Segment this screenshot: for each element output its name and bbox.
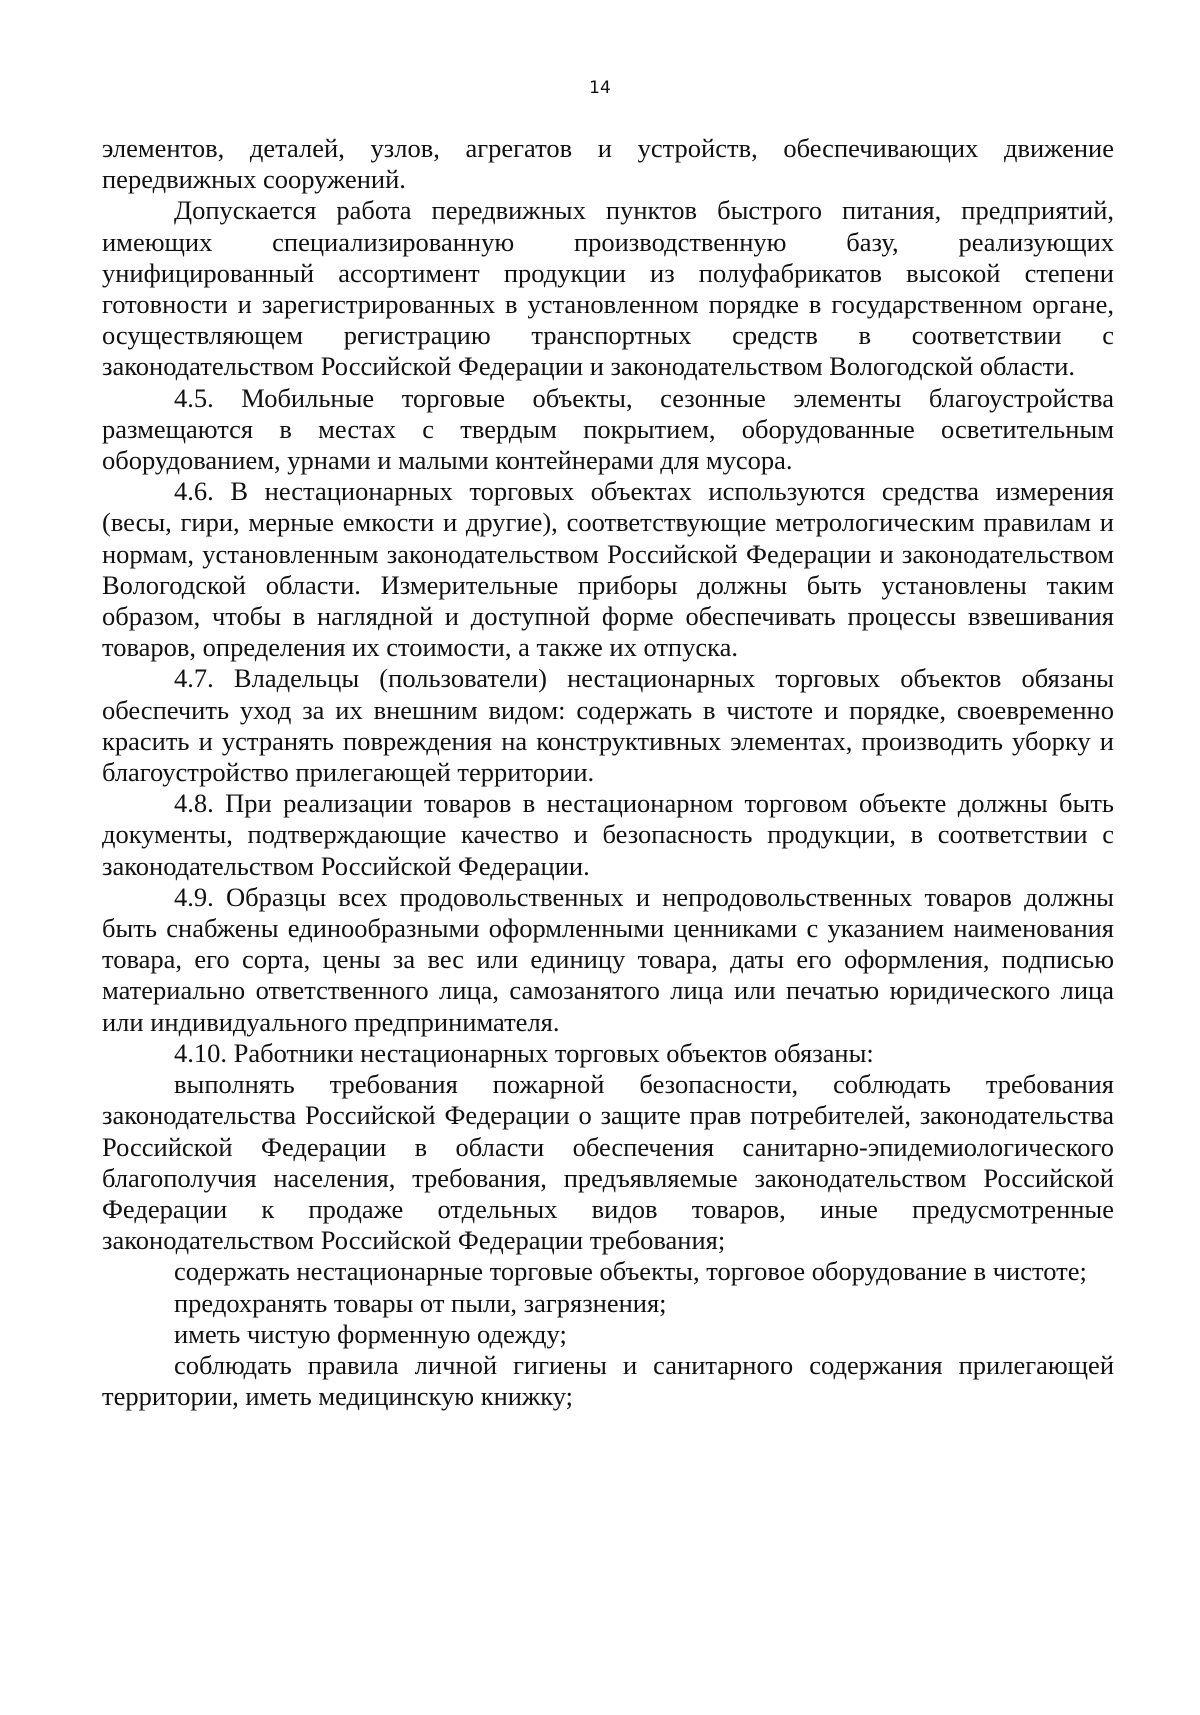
paragraph-4-9: 4.9. Образцы всех продовольственных и непродовольственных товаров должны быть снабжены единообразными оформленными ценниками с указанием наименования товара, его сорта, цены за вес или единицу товара, даты его оформления, подписью материально ответственного лица, самозанятого лица или печатью юридического лица или индивидуального предпринимателя. (102, 881, 1114, 1037)
list-item-hygiene: соблюдать правила личной гигиены и санитарного содержания прилегающей территории, иметь медицинскую книжку; (102, 1349, 1114, 1412)
document-body (102, 133, 1114, 1412)
list-item-uniform: иметь чистую форменную одежду; (174, 1318, 567, 1349)
page-number: 14 (589, 78, 611, 98)
paragraph-continuation: элементов, деталей, узлов, агрегатов и устройств, обеспечивающих движение передвижных сооружений. (102, 133, 1114, 195)
list-item-fire-safety: выполнять требования пожарной безопасности, соблюдать требования законодательства Российской Федерации о защите прав потребителей, законодательства Российской Федерации в области обеспечения санитарно-эпидемиологического благополучия населения, требования, предъявляемые законодательством Российской Федерации к продаже отдельных видов товаров, иные предусмотренные законодательством Российской Федерации требования; (102, 1069, 1114, 1256)
list-item-cleanliness: содержать нестационарные торговые объекты, торговое оборудование в чистоте; (174, 1256, 1087, 1287)
paragraph-4-5: 4.5. Мобильные торговые объекты, сезонные элементы благоустройства размещаются в местах с твердым покрытием, оборудованные осветительным оборудованием, урнами и малыми контейнерами для мусора. (102, 382, 1114, 476)
paragraph-mobile-food-points: Допускается работа передвижных пунктов быстрого питания, предприятий, имеющих специализированную производственную базу, реализующих унифицированный ассортимент продукции из полуфабрикатов высокой степени готовности и зарегистрированных в установленном порядке в государственном органе, осуществляющем регистрацию транспортных средств в соответствии с законодательством Российской Федерации и законодательством Вологодской области. (102, 195, 1114, 382)
list-item-protect-goods: предохранять товары от пыли, загрязнения; (174, 1287, 667, 1318)
paragraph-4-6: 4.6. В нестационарных торговых объектах используются средства измерения (весы, гири, мерные емкости и другие), соответствующие метрологическим правилам и нормам, установленным законодательством Российской Федерации и законодательством Вологодской области. Измерительные приборы должны быть установлены таким образом, чтобы в наглядной и доступной форме обеспечивать процессы взвешивания товаров, определения их стоимости, а также их отпуска. (102, 476, 1114, 663)
paragraph-4-10: 4.10. Работники нестационарных торговых объектов обязаны: (174, 1037, 874, 1068)
paragraph-4-7: 4.7. Владельцы (пользователи) нестационарных торговых объектов обязаны обеспечить уход за их внешним видом: содержать в чистоте и порядке, своевременно красить и устранять повреждения на конструктивных элементах, производить уборку и благоустройство прилегающей территории. (102, 663, 1114, 788)
paragraph-4-8: 4.8. При реализации товаров в нестационарном торговом объекте должны быть документы, подтверждающие качество и безопасность продукции, в соответствии с законодательством Российской Федерации. (102, 788, 1114, 881)
